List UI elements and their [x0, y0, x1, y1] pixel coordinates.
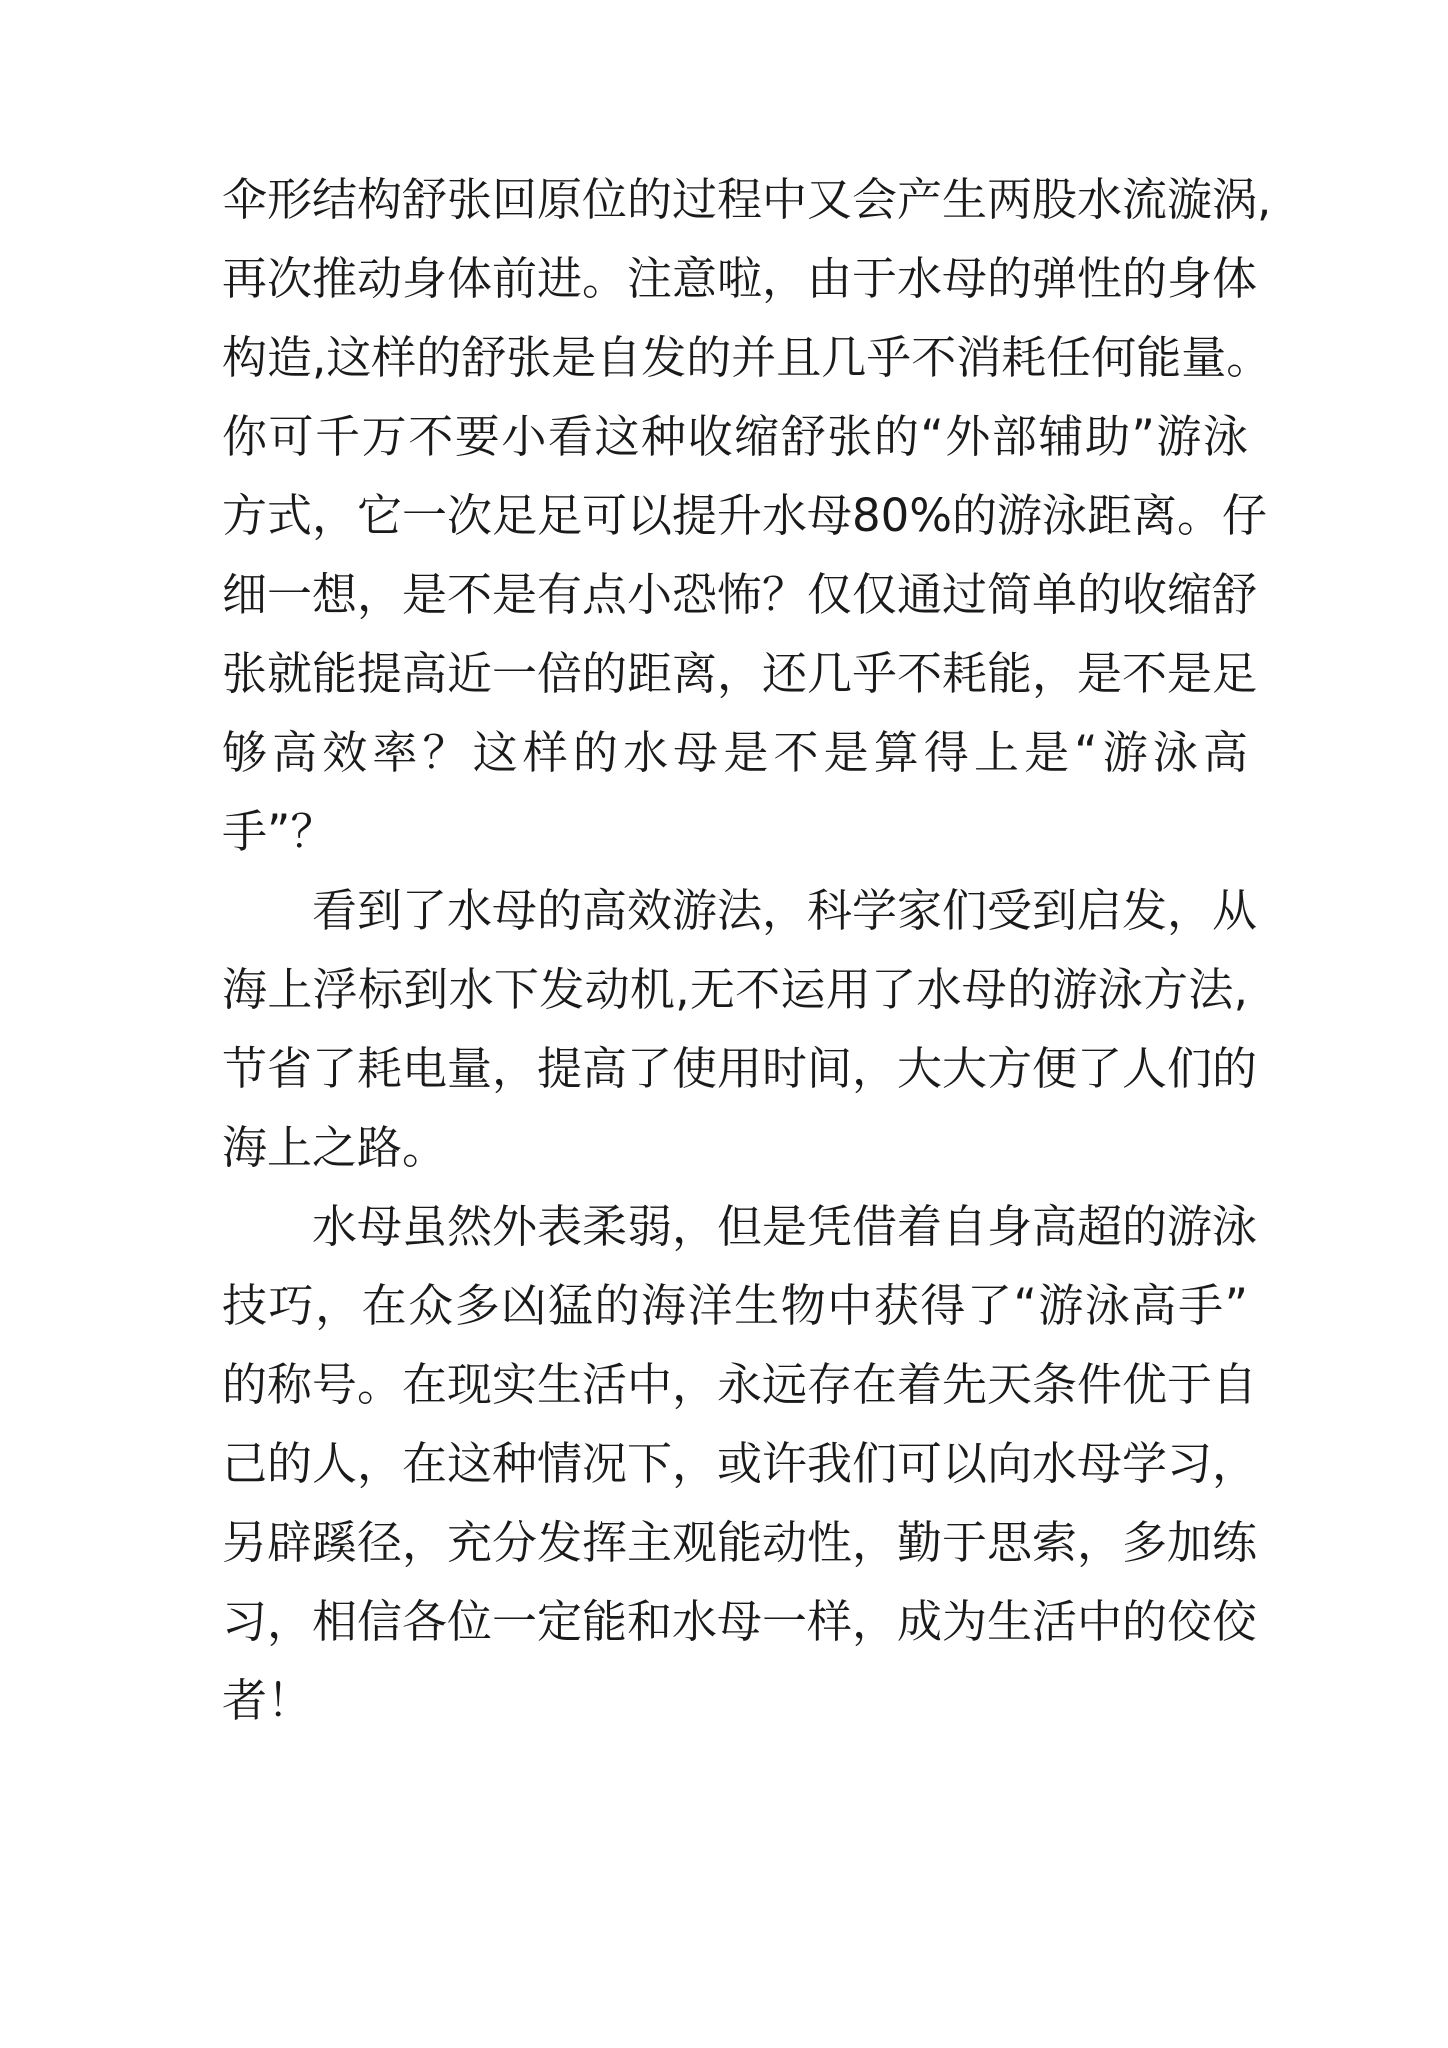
- paragraph-2-line-1: 看到了水母的高效游法，科学家们受到启发，从: [312, 884, 1258, 937]
- paragraph-1-line-8: 够高效率？这样的水母是不是算得上是“游泳高: [222, 726, 1248, 779]
- paragraph-1-line-9: 手”？: [222, 805, 336, 858]
- paragraph-1-line-2: 再次推动身体前进。注意啦，由于水母的弹性的身体: [222, 252, 1258, 305]
- paragraph-3-line-1: 水母虽然外表柔弱，但是凭借着自身高超的游泳: [312, 1200, 1258, 1253]
- paragraph-1-line-7: 张就能提高近一倍的距离，还几乎不耗能，是不是足: [222, 647, 1258, 700]
- paragraph-1-line-1: 伞形结构舒张回原位的过程中又会产生两股水流漩涡,: [222, 173, 1272, 226]
- paragraph-1-line-3: 构造,这样的舒张是自发的并且几乎不消耗任何能量。: [222, 331, 1272, 384]
- paragraph-3-line-4: 己的人，在这种情况下，或许我们可以向水母学习，: [222, 1437, 1258, 1490]
- paragraph-3-line-7: 者！: [222, 1674, 313, 1727]
- paragraph-2-line-4: 海上之路。: [222, 1121, 448, 1174]
- paragraph-1-line-4: 你可千万不要小看这种收缩舒张的“外部辅助”游泳: [222, 410, 1248, 463]
- paragraph-3-line-2: 技巧，在众多凶猛的海洋生物中获得了“游泳高手”: [222, 1279, 1248, 1332]
- paragraph-3-line-5: 另辟蹊径，充分发挥主观能动性，勤于思索，多加练: [222, 1516, 1258, 1569]
- paragraph-2-line-3: 节省了耗电量，提高了使用时间，大大方便了人们的: [222, 1042, 1258, 1095]
- paragraph-1-line-5: 方式，它一次足足可以提升水母80%的游泳距离。仔: [222, 489, 1268, 542]
- paragraph-1-line-6: 细一想，是不是有点小恐怖？仅仅通过简单的收缩舒: [222, 568, 1258, 621]
- paragraph-3-line-6: 习，相信各位一定能和水母一样，成为生活中的佼佼: [222, 1595, 1258, 1648]
- article-body: [222, 160, 1272, 1740]
- paragraph-2-line-2: 海上浮标到水下发动机,无不运用了水母的游泳方法,: [222, 963, 1248, 1016]
- paragraph-3-line-3: 的称号。在现实生活中，永远存在着先天条件优于自: [222, 1358, 1258, 1411]
